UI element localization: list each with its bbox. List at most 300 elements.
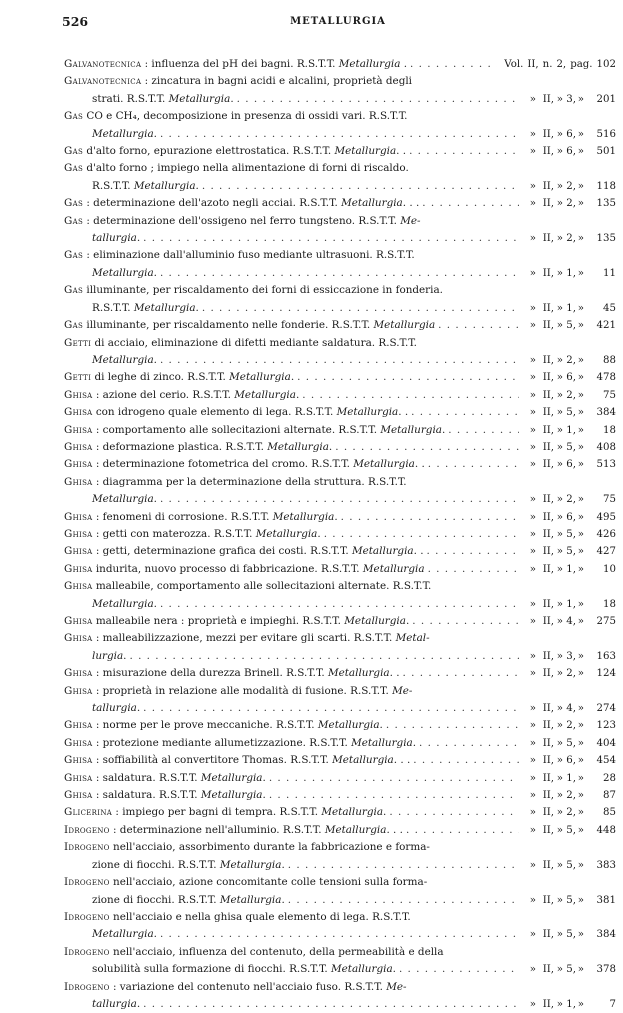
ditto-mark: » [577, 616, 584, 627]
entry-text [64, 439, 332, 456]
index-entry [64, 317, 616, 334]
index-entry [64, 578, 616, 613]
dot-leader [288, 857, 519, 874]
entry-line [64, 787, 616, 804]
entry-line [64, 613, 616, 630]
ditto-mark: » [529, 424, 536, 436]
entry-continuation-line [64, 265, 616, 282]
index-entry [64, 439, 616, 456]
volume-reference [522, 665, 616, 682]
page-label: pag. [570, 59, 593, 70]
entry-keyword: Galvanotecnica [64, 58, 142, 70]
entry-keyword: Ghisa [64, 615, 93, 627]
volume-reference [522, 369, 616, 386]
index-entry [64, 804, 616, 821]
volume-reference [522, 543, 616, 560]
volume-number: II, [542, 93, 554, 105]
entry-description: : deformazione plastica. R.S.T.T. [92, 440, 268, 453]
ditto-mark: » [577, 128, 584, 140]
vol-label: Vol. [504, 59, 524, 70]
index-entry [64, 108, 616, 143]
journal-title: Metallurgia [234, 388, 296, 401]
entry-text [64, 717, 383, 734]
ditto-mark: » [529, 372, 536, 384]
volume-reference [522, 195, 616, 212]
ditto-mark: » [556, 459, 563, 471]
page-reference: 378 [596, 964, 616, 976]
ditto-mark: » [529, 668, 536, 680]
entry-line [64, 509, 616, 526]
entry-keyword: Ghisa [64, 719, 93, 732]
issue-number: 2, [566, 720, 576, 732]
journal-title: Metallurgia [92, 353, 154, 366]
volume-number: II, [542, 180, 554, 192]
ditto-mark: » [556, 650, 563, 662]
ditto-mark: » [577, 267, 584, 279]
entry-continuation-line [64, 996, 616, 1013]
dot-leader [386, 717, 519, 734]
ditto-mark: » [529, 998, 536, 1010]
volume-reference [522, 491, 616, 508]
entry-text [92, 178, 199, 195]
volume-reference [522, 456, 616, 473]
volume-reference [522, 352, 616, 369]
volume-number: II, [542, 703, 554, 715]
entry-text [92, 300, 199, 317]
volume-number: II, [542, 511, 554, 523]
issue-number: 5, [566, 964, 576, 976]
volume-number: II, [542, 528, 554, 540]
entry-description: : determinazione fotometrica del cromo. R.S.T.T. [92, 458, 354, 471]
page-reference: 102 [596, 59, 616, 70]
ditto-mark: » [577, 755, 584, 767]
volume-number: II, [542, 424, 554, 436]
ditto-mark: » [529, 180, 536, 192]
volume-number: II, [542, 998, 554, 1010]
dot-leader [202, 300, 519, 317]
trailing-punctuation: . [136, 702, 141, 715]
volume-reference [522, 822, 616, 839]
ditto-mark: » [577, 459, 584, 471]
entry-line [64, 804, 616, 821]
ditto-mark: » [529, 929, 536, 941]
entry-description: zione di fiocchi. R.S.T.T. [92, 893, 220, 906]
ditto-mark: » [577, 354, 584, 366]
dot-leader [419, 735, 519, 752]
entry-continuation-line [64, 178, 616, 195]
issue-number: 2, [566, 198, 576, 210]
volume-number: II, [542, 824, 554, 836]
dot-leader [237, 91, 519, 108]
entry-continuation-line [64, 230, 616, 247]
entry-text [64, 752, 410, 769]
entry-text [92, 926, 157, 943]
dot-leader [438, 317, 519, 334]
ditto-mark: » [556, 790, 563, 802]
page-reference: 85 [603, 807, 616, 819]
index-entry [64, 909, 616, 944]
issue-number: 2, [566, 790, 576, 802]
ditto-mark: » [556, 128, 563, 140]
entry-description: CO e CH₄, decomposizione in presenza di ossidi vari. R.S.T.T. [83, 110, 408, 123]
ditto-mark: » [556, 824, 563, 836]
index-entry [64, 404, 616, 421]
ditto-mark: » [556, 964, 563, 976]
ditto-mark: » [577, 563, 584, 575]
entry-description: : determinazione nell'alluminio. R.S.T.T. [109, 823, 325, 836]
ditto-mark: » [577, 964, 584, 976]
dot-leader [297, 369, 519, 386]
page-reference: 427 [596, 546, 616, 558]
page-reference: 275 [596, 616, 616, 627]
dot-leader [160, 352, 519, 369]
page-reference: 426 [596, 528, 616, 540]
trailing-punctuation: . [317, 527, 321, 540]
journal-title: Metallurgia [341, 197, 403, 210]
entry-description: : norme per le prove meccaniche. R.S.T.T. [92, 719, 318, 732]
volume-reference [522, 126, 616, 143]
volume-number: II, [527, 59, 539, 70]
issue-number: 4, [566, 703, 576, 715]
entry-line [64, 108, 616, 125]
journal-title: tallurgia [92, 997, 137, 1010]
entry-text [64, 909, 411, 926]
page-reference: 478 [596, 372, 616, 384]
journal-title: Metallurgia [327, 667, 390, 680]
entry-line [64, 526, 616, 543]
dot-leader [399, 961, 519, 978]
entry-keyword: Gas [64, 319, 84, 332]
volume-reference [522, 526, 616, 543]
entry-text [64, 335, 417, 352]
index-entry [64, 543, 616, 560]
journal-title: Metallurgia [200, 771, 263, 784]
entry-description: di acciaio, eliminazione di difetti mediante saldatura. R.S.T.T. [91, 336, 417, 349]
journal-title: Metallurgia [229, 371, 291, 384]
dot-leader [143, 996, 519, 1013]
ditto-mark: » [577, 372, 584, 384]
entry-text [64, 804, 386, 821]
entry-keyword: Gas [64, 110, 84, 123]
journal-title: Metallurgia [219, 858, 282, 871]
entry-keyword: Ghisa [64, 754, 93, 767]
entry-line [64, 752, 616, 769]
entry-description: malleabile, comportamento alle sollecitazioni alternate. R.S.T.T. [92, 580, 432, 593]
dot-leader [406, 822, 519, 839]
ditto-mark: » [577, 737, 584, 749]
volume-number: II, [542, 459, 554, 471]
entry-description: : impiego per bagni di tempra. R.S.T.T. [112, 806, 322, 819]
dot-leader [160, 265, 519, 282]
ditto-mark: » [556, 894, 563, 906]
issue-number: 2, [566, 807, 576, 819]
entry-text [64, 526, 321, 543]
entry-description: : comportamento alle sollecitazioni alternate. R.S.T.T. [92, 423, 381, 436]
entry-line [64, 195, 616, 212]
entry-keyword: Idrogeno [64, 910, 110, 923]
trailing-punctuation: . . [414, 458, 425, 471]
volume-reference [522, 613, 616, 630]
entry-description: : proprietà in relazione alle modalità di fusione. R.S.T.T. [92, 684, 393, 697]
entry-text [64, 822, 403, 839]
ditto-mark: » [529, 720, 536, 732]
issue-number: 2, [556, 59, 567, 70]
trailing-punctuation: . [153, 928, 157, 941]
volume-reference [522, 857, 616, 874]
issue-number: 6, [566, 372, 576, 384]
index-entry [64, 630, 616, 665]
entry-keyword: Ghisa [64, 458, 93, 471]
issue-number: 4, [566, 616, 576, 627]
trailing-punctuation: . [153, 266, 157, 279]
ditto-mark: » [577, 650, 584, 662]
issue-label: n. [542, 59, 553, 70]
issue-number: 2, [566, 389, 576, 401]
trailing-punctuation: . [195, 301, 199, 314]
page-reference: 135 [596, 198, 616, 210]
entry-line [64, 874, 616, 891]
ditto-mark: » [556, 807, 563, 819]
index-entry [64, 73, 616, 108]
index-entry [64, 561, 616, 578]
ditto-mark: » [577, 407, 584, 419]
ditto-mark: » [556, 720, 563, 732]
entry-line [64, 543, 616, 560]
entry-description: : saldatura. R.S.T.T. [92, 789, 201, 802]
dot-leader [160, 126, 519, 143]
volume-number: II, [542, 720, 554, 732]
ditto-mark: » [556, 407, 563, 419]
page-reference: 383 [596, 859, 616, 871]
ditto-mark: » [529, 146, 536, 158]
issue-number: 6, [566, 511, 576, 523]
entry-text [64, 56, 407, 73]
journal-title: Metallurgia [272, 510, 335, 523]
entry-keyword: Ghisa [64, 632, 93, 645]
ditto-mark: » [529, 703, 536, 715]
entry-line [64, 160, 616, 177]
entry-text [64, 839, 430, 856]
entry-description: : soffiabilità al convertitore Thomas. R.S.T.T. [92, 754, 333, 767]
entry-description: R.S.T.T. [92, 301, 134, 314]
entry-description: R.S.T.T. [92, 179, 134, 192]
index-entry [64, 735, 616, 752]
ditto-mark: » [529, 546, 536, 558]
issue-number: 1, [566, 998, 576, 1010]
trailing-punctuation: . [334, 510, 338, 523]
entry-description: : diagramma per la determinazione della struttura. R.S.T.T. [92, 475, 407, 488]
volume-number: II, [542, 320, 554, 332]
trailing-punctuation: . [281, 893, 285, 906]
volume-reference [522, 387, 616, 404]
volume-reference [522, 648, 616, 665]
ditto-mark: » [556, 511, 563, 523]
ditto-mark: » [529, 441, 536, 453]
journal-title: Metallurgia [362, 562, 425, 575]
entry-line [64, 561, 616, 578]
issue-number: 6, [566, 755, 576, 767]
journal-title: tallurgia [92, 232, 137, 245]
entry-line [64, 404, 616, 421]
volume-reference [522, 770, 616, 787]
journal-title: Metallurgia [317, 719, 380, 732]
trailing-punctuation: . . . [393, 754, 411, 767]
entry-description: : determinazione dell'ossigeno nel ferro tungsteno. R.S.T.T. [83, 214, 401, 227]
issue-number: 5, [566, 528, 576, 540]
ditto-mark: » [529, 650, 536, 662]
entry-line [64, 422, 616, 439]
index-entry [64, 422, 616, 439]
ditto-mark: » [556, 755, 563, 767]
volume-reference [522, 561, 616, 578]
trailing-punctuation: . [153, 493, 157, 506]
journal-title: Metallurgia [351, 545, 414, 558]
ditto-mark: » [529, 528, 536, 540]
ditto-mark: » [529, 302, 536, 314]
volume-reference [500, 56, 616, 73]
entry-keyword: Ghisa [64, 545, 93, 558]
volume-number: II, [542, 755, 554, 767]
journal-title: Metallurgia [344, 615, 406, 627]
ditto-mark: » [577, 807, 584, 819]
entry-description: illuminante, per riscaldamento nelle fonderie. R.S.T.T. [83, 319, 374, 332]
index-entry [64, 247, 616, 282]
entry-text [64, 387, 299, 404]
journal-title: Metallurgia [353, 458, 415, 471]
index-entry [64, 787, 616, 804]
ditto-mark: » [529, 267, 536, 279]
journal-title: tallurgia [92, 702, 137, 715]
entry-line [64, 683, 616, 700]
ditto-mark: » [577, 198, 584, 210]
entry-text [92, 996, 140, 1013]
entry-keyword: Ghisa [64, 510, 93, 523]
volume-reference [522, 404, 616, 421]
page-reference: 87 [603, 790, 616, 802]
entry-description: strati. R.S.T.T. [92, 92, 169, 105]
volume-reference [522, 787, 616, 804]
volume-reference [522, 752, 616, 769]
ditto-mark: » [556, 180, 563, 192]
entry-continuation-line [64, 352, 616, 369]
ditto-mark: » [577, 824, 584, 836]
entry-keyword: Ghisa [64, 667, 93, 680]
volume-reference [522, 892, 616, 909]
volume-reference [522, 91, 616, 108]
issue-number: 3, [566, 93, 576, 105]
journal-title: Metallurgia [219, 893, 282, 906]
ditto-mark: » [556, 528, 563, 540]
entry-text [64, 787, 266, 804]
journal-title: Metallurgia [168, 92, 231, 105]
page-reference: 75 [603, 389, 616, 401]
ditto-mark: » [556, 372, 563, 384]
page-reference: 45 [603, 302, 616, 314]
ditto-mark: » [556, 546, 563, 558]
page-reference: 495 [596, 511, 616, 523]
index-entry [64, 822, 616, 839]
volume-number: II, [542, 267, 554, 279]
entry-description: : zincatura in bagni acidi e alcalini, proprietà degli [141, 75, 412, 88]
entry-keyword: Gas [64, 284, 84, 297]
volume-reference [522, 926, 616, 943]
index-entry [64, 143, 616, 160]
dot-leader [422, 195, 519, 212]
volume-reference [522, 317, 616, 334]
index-entry [64, 213, 616, 248]
ditto-mark: » [556, 198, 563, 210]
dot-leader [324, 526, 519, 543]
dot-leader [411, 404, 519, 421]
entry-line [64, 369, 616, 386]
entry-keyword: Gas [64, 145, 84, 158]
ditto-mark: » [577, 528, 584, 540]
ditto-mark: » [529, 894, 536, 906]
entry-text [92, 700, 140, 717]
entry-description: : getti, determinazione grafica dei costi. R.S.T.T. [92, 545, 352, 558]
ditto-mark: » [556, 998, 563, 1010]
index-entry [64, 752, 616, 769]
entry-text [64, 665, 400, 682]
entry-line [64, 56, 616, 73]
volume-number: II, [542, 494, 554, 506]
journal-title: Metallurgia [92, 597, 154, 610]
entry-text [92, 352, 157, 369]
journal-title: Metallurgia [321, 806, 384, 819]
entry-text [64, 143, 406, 160]
entry-text [64, 979, 407, 996]
dot-leader [160, 491, 519, 508]
dot-leader [143, 230, 519, 247]
ditto-mark: » [529, 790, 536, 802]
issue-number: 1, [566, 772, 576, 784]
entry-description: : saldatura. R.S.T.T. [92, 771, 201, 784]
entry-line [64, 387, 616, 404]
entry-text [92, 230, 140, 247]
ditto-mark: » [529, 389, 536, 401]
entry-text [92, 491, 157, 508]
dot-leader [428, 456, 519, 473]
ditto-mark: » [556, 93, 563, 105]
dot-leader [160, 926, 519, 943]
ditto-mark: » [556, 929, 563, 941]
entry-description: zione di fiocchi. R.S.T.T. [92, 858, 220, 871]
page-reference: 118 [596, 180, 616, 192]
volume-reference [522, 996, 616, 1013]
journal-title: Metallurgia [332, 754, 394, 767]
volume-number: II, [542, 790, 554, 802]
entry-description: : protezione mediante allumetizzazione. R.S.T.T. [92, 736, 352, 749]
journal-title: Me- [400, 214, 421, 227]
entry-description: nell'acciaio e nella ghisa quale elemento di lega. R.S.T.T. [109, 910, 411, 923]
trailing-punctuation: . [400, 58, 407, 70]
issue-number: 5, [566, 737, 576, 749]
entry-continuation-line [64, 961, 616, 978]
volume-reference [522, 178, 616, 195]
journal-title: Metallurgia [92, 928, 154, 941]
entry-line [64, 143, 616, 160]
ditto-mark: » [577, 389, 584, 401]
issue-number: 2, [566, 354, 576, 366]
entry-text [64, 282, 443, 299]
page-reference: 501 [596, 146, 616, 158]
page-reference: 10 [603, 563, 616, 575]
ditto-mark: » [529, 772, 536, 784]
entry-description: nell'acciaio, azione concomitante colle tensioni sulla forma- [109, 876, 428, 889]
dot-leader [341, 509, 519, 526]
trailing-punctuation: . [379, 719, 383, 732]
entry-keyword: Idrogeno [64, 876, 110, 889]
